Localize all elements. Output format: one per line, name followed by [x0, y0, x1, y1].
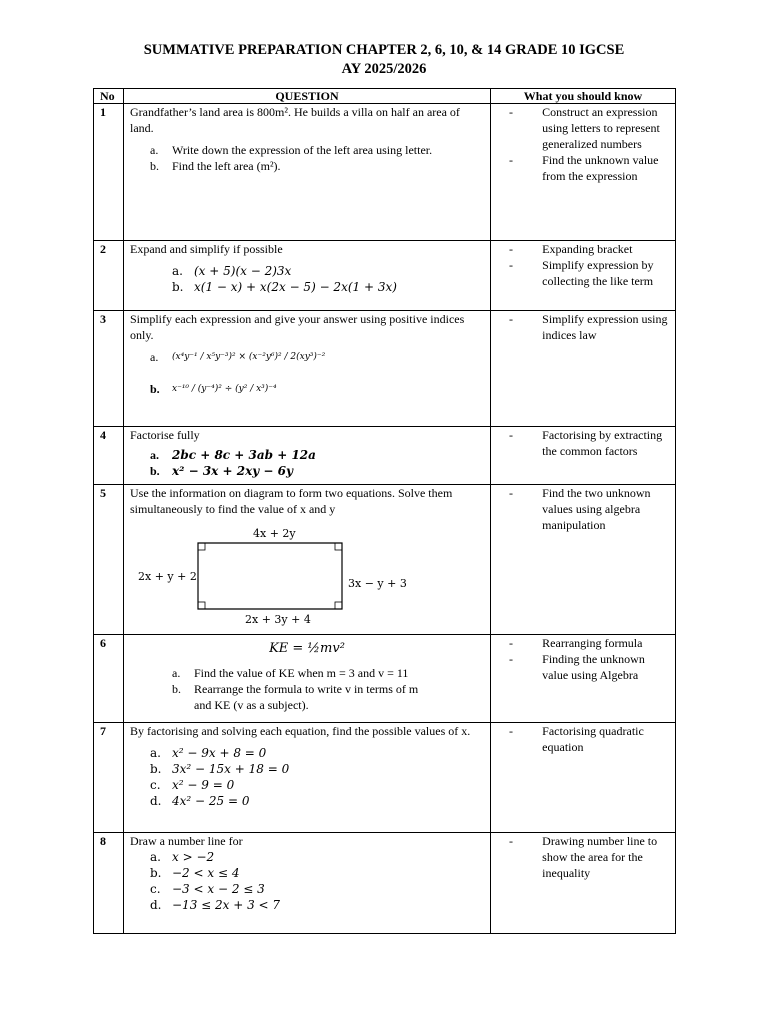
question-text: Simplify each expression and give your answer using positive indices only. [130, 312, 465, 342]
question-text: By factorising and solving each equation, find the possible values of x. [130, 724, 471, 738]
know-item: - Drawing number line to show the area for the inequality [509, 834, 658, 880]
row-number: 5 [94, 485, 124, 635]
row-number: 4 [94, 427, 124, 485]
row-number: 6 [94, 635, 124, 723]
row-number: 7 [94, 723, 124, 833]
formula: KE = ½mv² [269, 641, 345, 656]
know-cell [491, 485, 676, 635]
know-cell [491, 833, 676, 934]
right-angle-marker [198, 543, 205, 550]
list-item: a. x² − 9x + 8 = 0 [150, 746, 267, 760]
document-title: SUMMATIVE PREPARATION CHAPTER 2, 6, 10, & 14 GRADE 10 IGCSE [143, 42, 625, 58]
bottom-side-label: 2x + 3y + 4 [245, 613, 311, 626]
know-item: - Factorising quadratic equation [509, 724, 644, 754]
list-item: b. x⁻¹⁰ / (y⁻⁴)² ÷ (y² / x³)⁻⁴ [150, 382, 277, 396]
know-item: - Finding the unknown value using Algebra [509, 652, 645, 682]
question-cell [124, 635, 491, 723]
question-cell [124, 723, 491, 833]
right-angle-marker [335, 602, 342, 609]
list-item: b. Find the left area (m²). [150, 159, 281, 173]
table-row [94, 485, 676, 635]
know-item: - Simplify expression by collecting the like term [509, 258, 654, 288]
list-item: b. Rearrange the formula to write v in terms of m and KE (v as a subject). [172, 682, 419, 712]
header-question: QUESTION [124, 89, 491, 104]
question-cell [124, 311, 491, 427]
question-cell [124, 427, 491, 485]
document-subtitle: AY 2025/2026 [341, 61, 427, 77]
right-side-label: 3x − y + 3 [348, 577, 407, 590]
list-item: b. x² − 3x + 2xy − 6y [150, 464, 293, 478]
table-row [94, 311, 676, 427]
top-side-label: 4x + 2y [253, 527, 296, 540]
know-cell [491, 427, 676, 485]
list-item: a. Find the value of KE when m = 3 and v = 11 [172, 666, 409, 680]
row-number: 8 [94, 833, 124, 934]
header-know: What you should know [491, 89, 676, 104]
know-item: - Expanding bracket [509, 242, 633, 256]
know-item: - Rearranging formula [509, 636, 643, 650]
row-number: 1 [94, 104, 124, 241]
list-item: b. −2 < x ≤ 4 [150, 866, 240, 880]
header-no: No [94, 89, 124, 104]
question-cell [124, 485, 491, 635]
rectangle-shape [198, 543, 342, 609]
know-cell [491, 104, 676, 241]
question-cell [124, 241, 491, 311]
row-number: 3 [94, 311, 124, 427]
table-row [94, 723, 676, 833]
list-item: a. (x⁴y⁻¹ / x⁵y⁻³)² × (x⁻²y⁶)² / 2(xy³)⁻² [150, 350, 326, 364]
right-angle-marker [198, 602, 205, 609]
question-text: Grandfather’s land area is 800m². He builds a villa on half an area of land. [130, 105, 460, 135]
know-cell [491, 311, 676, 427]
list-item: a. (x + 5)(x − 2)3x [172, 264, 292, 278]
know-cell [491, 635, 676, 723]
rectangle-diagram [130, 517, 484, 627]
left-side-label: 2x + y + 2 [138, 570, 197, 583]
list-item: d. 4x² − 25 = 0 [150, 794, 250, 808]
table-header-row [94, 89, 676, 104]
list-item: c. x² − 9 = 0 [150, 778, 235, 792]
table-row [94, 427, 676, 485]
row-number: 2 [94, 241, 124, 311]
table-row [94, 833, 676, 934]
list-item: a. Write down the expression of the left area using letter. [150, 143, 433, 157]
know-item: - Simplify expression using indices law [509, 312, 668, 342]
know-item: - Factorising by extracting the common factors [509, 428, 663, 458]
list-item: c. −3 < x − 2 ≤ 3 [150, 882, 265, 896]
question-text: Expand and simplify if possible [130, 242, 283, 256]
question-text: Use the information on diagram to form two equations. Solve them simultaneously to find the value of x and y [130, 486, 453, 516]
list-item: b. 3x² − 15x + 18 = 0 [150, 762, 290, 776]
question-cell [124, 833, 491, 934]
know-item: - Find the unknown value from the expression [509, 153, 659, 183]
right-angle-marker [335, 543, 342, 550]
list-item: b. x(1 − x) + x(2x − 5) − 2x(1 + 3x) [172, 280, 397, 294]
question-text: Draw a number line for [130, 834, 243, 848]
list-item: a. x > −2 [150, 850, 215, 864]
question-cell [124, 104, 491, 241]
list-item: d. −13 ≤ 2x + 3 < 7 [150, 898, 281, 912]
questions-table [93, 88, 676, 934]
know-cell [491, 723, 676, 833]
table-row [94, 635, 676, 723]
know-item: - Construct an expression using letters to represent generalized numbers [509, 105, 660, 151]
table-row [94, 241, 676, 311]
know-item: - Find the two unknown values using algebra manipulation [509, 486, 651, 532]
list-item: a. 2bc + 8c + 3ab + 12a [150, 448, 316, 462]
know-cell [491, 241, 676, 311]
table-row [94, 104, 676, 241]
question-text: Factorise fully [130, 428, 200, 442]
rectangle-diagram-svg [130, 517, 485, 627]
